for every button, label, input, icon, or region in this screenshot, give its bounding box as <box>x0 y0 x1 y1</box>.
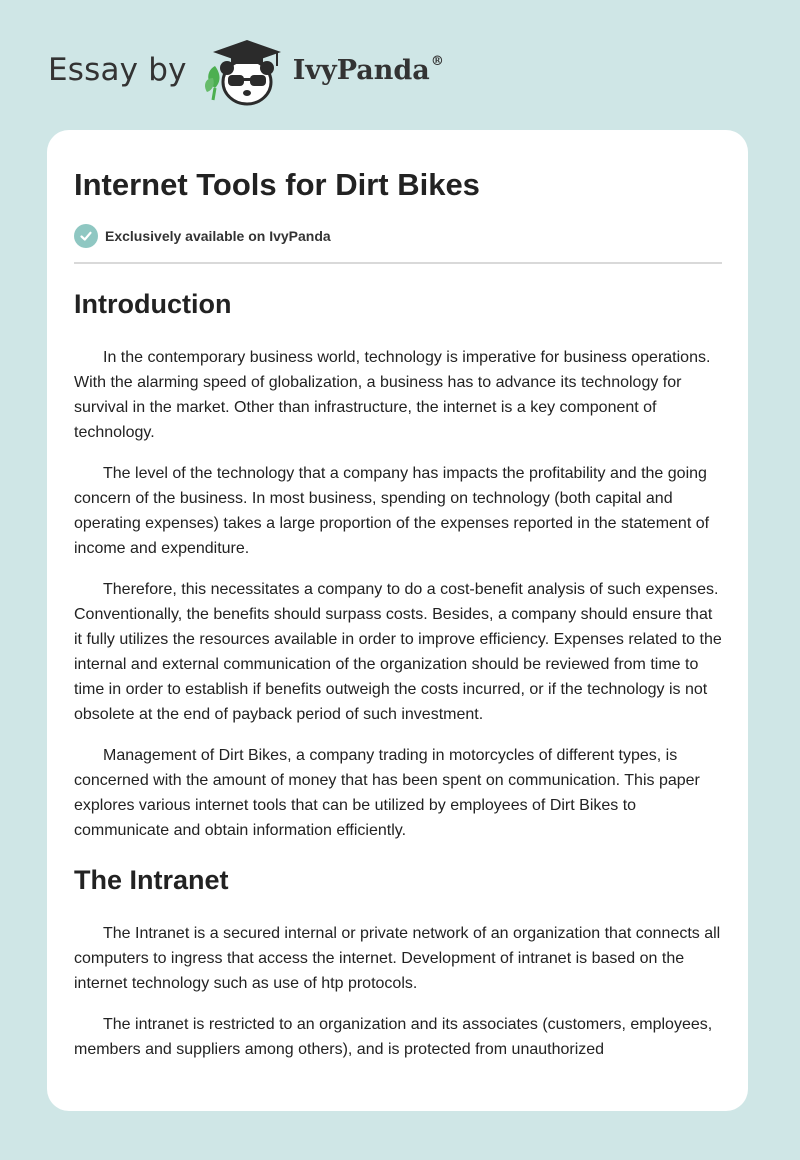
site-header <box>48 30 444 110</box>
paragraph: Therefore, this necessitates a company to do a cost-benefit analysis of such expenses. Conventionally, the benefits should surpass costs. Besides, a company should ensure that it fully utilizes the resources available in order to improve efficiency. Expenses related to the internal and external communication of the organization should be reviewed from time to time in order to establish if benefits outweigh the costs incurred, or if the technology is not obsolete at the end of payback period of such investment. <box>74 581 722 723</box>
brand-prefix: Essay by <box>48 52 187 88</box>
paragraph: Management of Dirt Bikes, a company trading in motorcycles of different types, is concerned with the amount of money that has been spent on communication. This paper explores various internet tools that can be utilized by employees of Dirt Bikes to communicate and obtain information efficiently. <box>74 747 700 839</box>
check-icon <box>74 224 98 248</box>
section-heading: Introduction <box>74 289 232 319</box>
badge-text: Exclusively available on IvyPanda <box>105 228 331 244</box>
section-heading: The Intranet <box>74 865 229 895</box>
divider <box>74 262 722 264</box>
exclusive-badge <box>74 223 722 249</box>
brand-name[interactable]: IvyPanda® <box>292 54 444 86</box>
registered-mark: ® <box>430 54 444 69</box>
essay-card <box>47 130 748 1111</box>
essay-title: Internet Tools for Dirt Bikes <box>74 167 480 202</box>
panda-logo-icon[interactable] <box>201 30 287 110</box>
paragraph: The intranet is restricted to an organization and its associates (customers, employees, members and suppliers among others), and is protected from unauthorized <box>74 1016 713 1058</box>
section-introduction <box>74 287 722 843</box>
paragraph: In the contemporary business world, technology is imperative for business operations. With the alarming speed of globalization, a business has to advance its technology for survival in the market. Other than infrastructure, the internet is a key component of technology. <box>74 349 711 441</box>
paragraph: The level of the technology that a company has impacts the profitability and the going concern of the business. In most business, spending on technology (both capital and operating expenses) takes a large proportion of the expenses reported in the statement of income and expenditure. <box>74 465 710 557</box>
paragraph: The Intranet is a secured internal or private network of an organization that connects all computers to ingress that access the internet. Development of intranet is based on the internet technology such as use of htp protocols. <box>74 925 721 992</box>
section-intranet <box>74 863 722 1062</box>
